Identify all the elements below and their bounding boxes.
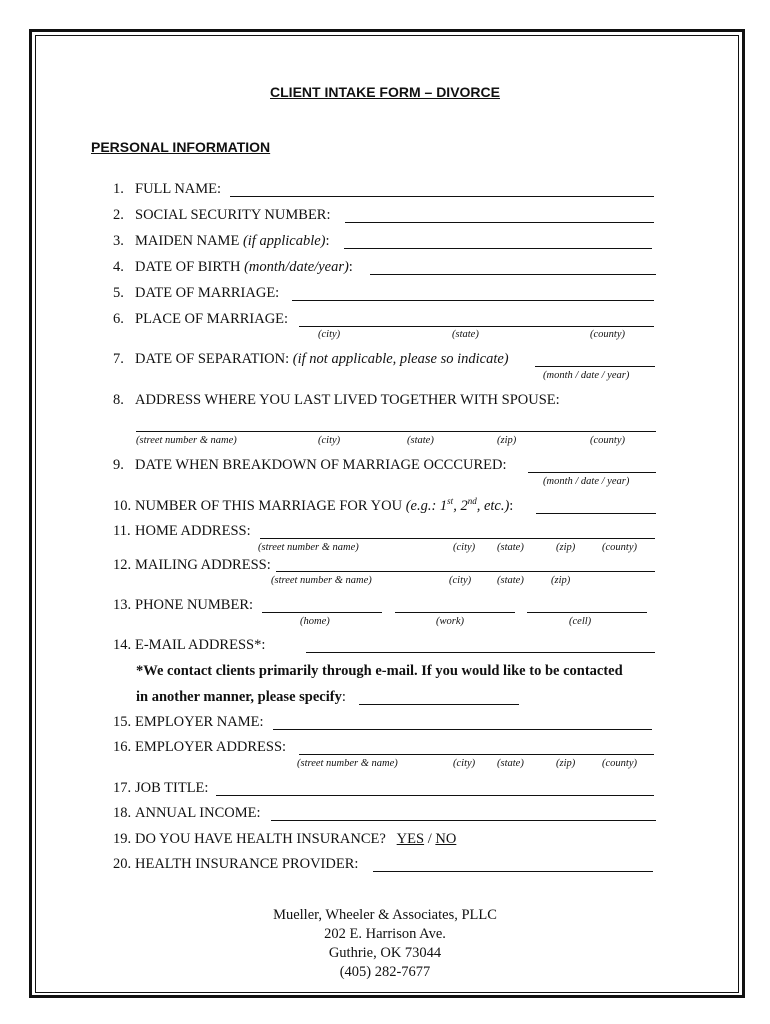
caption-county: (county)	[602, 758, 637, 769]
caption-city: (city)	[318, 329, 341, 340]
no-option[interactable]: NO	[435, 831, 457, 847]
item-date-marriage	[113, 285, 279, 302]
caption-zip: (zip)	[551, 575, 571, 586]
item-label: MAIDEN NAME	[135, 233, 240, 249]
breakdown-date-field[interactable]	[528, 472, 656, 473]
phone-cell-field[interactable]	[527, 612, 647, 613]
item-last-address	[113, 392, 560, 409]
caption-date-format: (month / date / year)	[543, 370, 630, 381]
item-label: DATE OF BIRTH	[135, 259, 241, 275]
item-label: DO YOU HAVE HEALTH INSURANCE?	[135, 831, 386, 847]
item-label: JOB TITLE:	[135, 780, 209, 796]
dob-field[interactable]	[370, 274, 656, 275]
item-home-address	[113, 523, 251, 540]
firm-city: Guthrie, OK 73044	[328, 945, 442, 961]
item-label: NUMBER OF THIS MARRIAGE FOR YOU	[135, 498, 403, 514]
employer-address-field[interactable]	[299, 754, 654, 755]
caption-street: (street number & name)	[258, 542, 359, 553]
item-employer-address	[113, 739, 286, 756]
item-label: E-MAIL ADDRESS*:	[135, 637, 266, 653]
item-number: 3.	[113, 233, 124, 249]
caption-cell: (cell)	[569, 616, 592, 627]
employer-name-field[interactable]	[273, 729, 652, 730]
item-label: EMPLOYER NAME:	[135, 714, 264, 730]
item-insurance-provider	[113, 856, 358, 873]
item-hint: (if not applicable, please so indicate)	[292, 351, 509, 367]
item-label: SOCIAL SECURITY NUMBER:	[135, 207, 331, 223]
caption-state: (state)	[497, 758, 524, 769]
item-label: MAILING ADDRESS:	[135, 557, 271, 573]
item-label: PHONE NUMBER:	[135, 597, 254, 613]
item-hint: (if applicable)	[242, 233, 326, 249]
caption-state: (state)	[497, 575, 524, 586]
item-date-separation	[113, 351, 509, 368]
home-address-field[interactable]	[260, 538, 655, 539]
form-title: CLIENT INTAKE FORM – DIVORCE	[270, 84, 500, 100]
caption-street: (street number & name)	[271, 575, 372, 586]
item-hint: , 2	[453, 498, 468, 514]
item-number: 2.	[113, 207, 124, 223]
item-number: 15.	[113, 714, 132, 730]
place-of-marriage-field[interactable]	[299, 326, 654, 327]
caption-state: (state)	[407, 435, 434, 446]
caption-street: (street number & name)	[297, 758, 398, 769]
firm-name: Mueller, Wheeler & Associates, PLLC	[273, 907, 497, 923]
insurance-provider-field[interactable]	[373, 871, 653, 872]
phone-home-field[interactable]	[262, 612, 382, 613]
item-ssn	[113, 207, 331, 224]
caption-street: (street number & name)	[136, 435, 237, 446]
item-label: DATE OF SEPARATION:	[135, 351, 290, 367]
item-label: EMPLOYER ADDRESS:	[135, 739, 287, 755]
item-maiden-name: 3. MAIDEN NAME (if applicable):	[113, 233, 330, 249]
last-address-field[interactable]	[136, 431, 656, 432]
option-separator: /	[427, 831, 432, 847]
item-hint-sup: nd	[467, 496, 477, 507]
item-number: 19.	[113, 831, 132, 847]
item-mailing-address	[113, 557, 271, 574]
item-number: 4.	[113, 259, 124, 275]
item-job-title	[113, 780, 208, 797]
item-label: ADDRESS WHERE YOU LAST LIVED TOGETHER WITH SPOUSE:	[135, 392, 560, 408]
item-breakdown-date	[113, 457, 507, 474]
caption-city: (city)	[318, 435, 341, 446]
item-label: DATE OF MARRIAGE:	[135, 285, 280, 301]
caption-county: (county)	[590, 435, 625, 446]
date-of-marriage-field[interactable]	[292, 300, 654, 301]
item-number: 16.	[113, 739, 132, 755]
caption-city: (city)	[453, 758, 476, 769]
item-number: 7.	[113, 351, 124, 367]
firm-phone: (405) 282-7677	[339, 964, 431, 980]
item-label: HOME ADDRESS:	[135, 523, 251, 539]
phone-work-field[interactable]	[395, 612, 515, 613]
caption-zip: (zip)	[556, 542, 576, 553]
email-field[interactable]	[306, 652, 655, 653]
item-number: 14.	[113, 637, 132, 653]
item-number: 12.	[113, 557, 132, 573]
contact-preference-field[interactable]	[359, 704, 519, 705]
item-hint-sup: st	[447, 496, 454, 507]
mailing-address-field[interactable]	[276, 571, 655, 572]
full-name-field[interactable]	[230, 196, 654, 197]
item-number: 1.	[113, 181, 124, 197]
item-dob: 4. DATE OF BIRTH (month/date/year):	[113, 259, 353, 275]
section-heading: PERSONAL INFORMATION	[91, 139, 271, 155]
item-label: FULL NAME:	[135, 181, 222, 197]
item-label: PLACE OF MARRIAGE:	[135, 311, 289, 327]
firm-footer	[0, 906, 770, 982]
item-phone	[113, 597, 253, 614]
item-hint: (e.g.: 1	[405, 498, 448, 514]
caption-zip: (zip)	[497, 435, 517, 446]
yes-option[interactable]: YES	[396, 831, 425, 847]
item-place-marriage	[113, 311, 288, 328]
item-annual-income	[113, 805, 261, 822]
item-health-insurance	[113, 831, 456, 848]
item-hint: (month/date/year)	[244, 259, 349, 275]
item-number: 8.	[113, 392, 124, 408]
caption-zip: (zip)	[556, 758, 576, 769]
ssn-field[interactable]	[345, 222, 654, 223]
item-number: 10.	[113, 498, 132, 514]
annual-income-field[interactable]	[271, 820, 656, 821]
firm-street: 202 E. Harrison Ave.	[324, 926, 446, 942]
item-number: 18.	[113, 805, 132, 821]
caption-city: (city)	[449, 575, 472, 586]
caption-state: (state)	[497, 542, 524, 553]
marriage-number-field[interactable]	[536, 513, 656, 514]
item-label: HEALTH INSURANCE PROVIDER:	[135, 856, 359, 872]
item-number: 9.	[113, 457, 124, 473]
item-number: 13.	[113, 597, 132, 613]
item-employer-name	[113, 714, 264, 731]
maiden-name-field[interactable]	[344, 248, 652, 249]
item-number: 17.	[113, 780, 132, 796]
item-email	[113, 637, 265, 654]
contact-note-text: in another manner, please specify	[136, 689, 342, 705]
item-hint: , etc.)	[476, 498, 510, 514]
caption-home: (home)	[300, 616, 330, 627]
job-title-field[interactable]	[216, 795, 654, 796]
caption-county: (county)	[602, 542, 637, 553]
item-full-name	[113, 181, 221, 198]
date-of-separation-field[interactable]	[535, 366, 655, 367]
item-number: 20.	[113, 856, 132, 872]
item-label: DATE WHEN BREAKDOWN OF MARRIAGE OCCCURED:	[135, 457, 507, 473]
caption-work: (work)	[436, 616, 464, 627]
item-number: 5.	[113, 285, 124, 301]
item-number: 11.	[113, 523, 131, 539]
item-number: 6.	[113, 311, 124, 327]
caption-county: (county)	[590, 329, 625, 340]
contact-note: *We contact clients primarily through e-mail. If you would like to be contacted	[136, 663, 623, 679]
item-label: ANNUAL INCOME:	[135, 805, 261, 821]
contact-note-specify: in another manner, please specify:	[136, 689, 346, 705]
caption-city: (city)	[453, 542, 476, 553]
caption-state: (state)	[452, 329, 479, 340]
item-marriage-number: 10. NUMBER OF THIS MARRIAGE FOR YOU (e.g.: 1st, 2nd, etc.):	[113, 496, 514, 514]
caption-date-format: (month / date / year)	[543, 476, 630, 487]
